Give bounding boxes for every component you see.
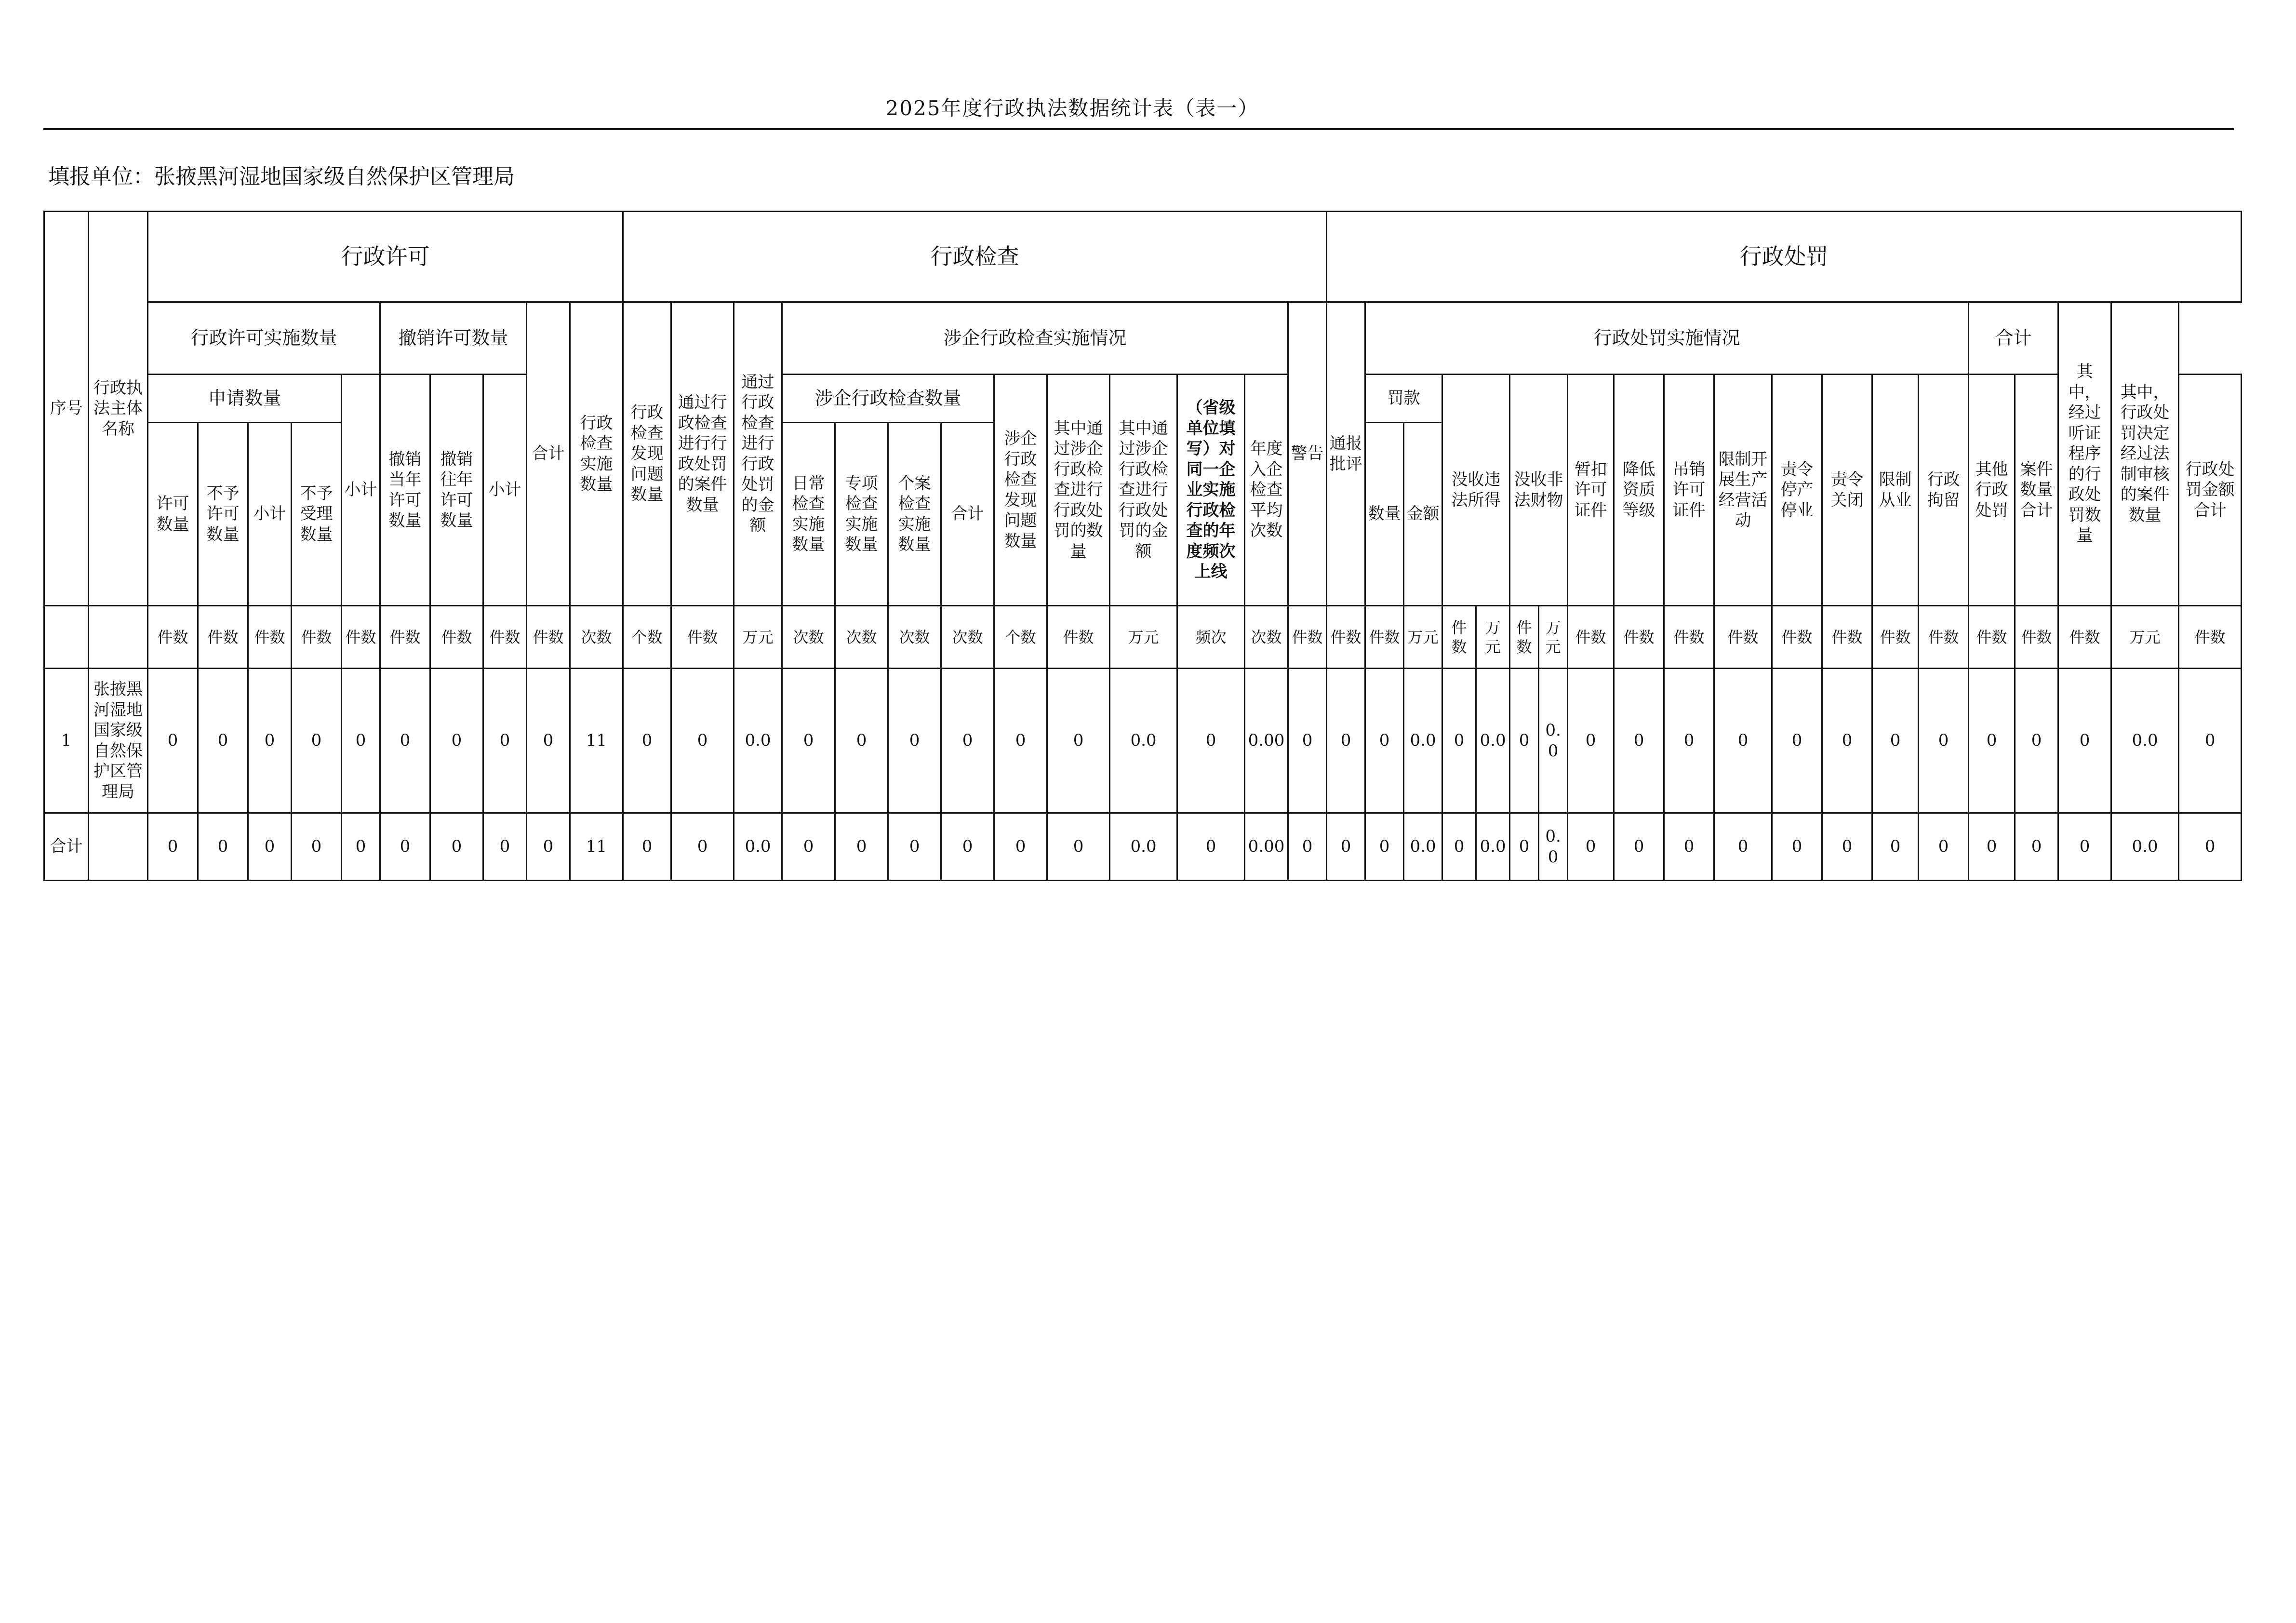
unit-spacer <box>44 606 89 669</box>
row-subject-name <box>89 813 148 881</box>
value-cell: 0 <box>2179 669 2242 813</box>
row-subject-name: 张掖黑河湿地国家级自然保护区管理局 <box>89 669 148 813</box>
value-cell: 0 <box>835 813 888 881</box>
unit-cell: 个数 <box>623 606 671 669</box>
value-cell: 0 <box>1047 813 1110 881</box>
value-cell: 0.0 <box>734 669 782 813</box>
value-cell: 0 <box>1568 813 1614 881</box>
value-cell: 0 <box>1872 813 1919 881</box>
value-cell: 0 <box>2179 813 2242 881</box>
value-cell: 0 <box>1177 813 1245 881</box>
header-apply-count: 申请数量 <box>148 375 342 423</box>
unit-cell: 万元 <box>2111 606 2179 669</box>
unit-cell: 件数 <box>430 606 483 669</box>
header-notice-criticism: 通报批评 <box>1327 302 1365 606</box>
header-permit-count: 许可数量 <box>148 423 198 606</box>
subgroup-penalty-impl: 行政处罚实施情况 <box>1365 302 1969 375</box>
header-ent-issues: 涉企行政检查发现问题数量 <box>994 375 1047 606</box>
value-cell: 0.0 <box>2111 813 2179 881</box>
table-row <box>44 669 2242 813</box>
unit-cell: 万元 <box>1476 606 1510 669</box>
value-cell: 0 <box>941 669 994 813</box>
unit-cell: 件数 <box>1568 606 1614 669</box>
value-cell: 0 <box>342 669 380 813</box>
value-cell: 0 <box>483 669 527 813</box>
reporting-unit-name: 张掖黑河湿地国家级自然保护区管理局 <box>154 164 515 189</box>
value-cell: 0 <box>148 813 198 881</box>
header-ent-insp-count: 涉企行政检查数量 <box>782 375 994 423</box>
value-cell: 0 <box>342 813 380 881</box>
unit-cell: 件数 <box>1442 606 1476 669</box>
header-confiscate-income: 没收违法所得 <box>1442 375 1510 606</box>
header-fine-amount: 金额 <box>1404 423 1442 606</box>
value-cell: 0 <box>782 813 835 881</box>
unit-cell: 件数 <box>1822 606 1872 669</box>
value-cell: 0 <box>1969 813 2015 881</box>
unit-cell: 件数 <box>1614 606 1664 669</box>
value-cell: 0 <box>430 813 483 881</box>
header-permit-total: 合计 <box>527 302 570 606</box>
value-cell: 0 <box>1177 669 1245 813</box>
value-cell: 0 <box>623 669 671 813</box>
header-revoke-past-years: 撤销往年许可数量 <box>430 375 483 606</box>
value-cell: 0 <box>1772 813 1822 881</box>
value-cell: 11 <box>570 669 623 813</box>
header-fine-count: 数量 <box>1365 423 1404 606</box>
header-avg-visits: 年度入企检查平均次数 <box>1245 375 1288 606</box>
value-cell: 0.00 <box>1245 813 1288 881</box>
value-cell: 0 <box>380 813 430 881</box>
unit-cell: 件数 <box>1969 606 2015 669</box>
header-case-total: 案件数量合计 <box>2015 375 2058 606</box>
value-cell: 0.0 <box>1110 669 1177 813</box>
header-insp-issues: 行政检查发现问题数量 <box>623 302 671 606</box>
unit-cell: 次数 <box>1245 606 1288 669</box>
unit-cell: 件数 <box>1365 606 1404 669</box>
value-cell: 0 <box>292 813 342 881</box>
subgroup-permit-revoke: 撤销许可数量 <box>380 302 527 375</box>
value-cell: 0 <box>198 669 248 813</box>
header-hearing: 其中，经过听证程序的行政处罚数量 <box>2058 302 2111 606</box>
unit-cell: 件数 <box>671 606 734 669</box>
value-cell: 0 <box>527 813 570 881</box>
table-total-row <box>44 813 2242 881</box>
header-ent-penalty-cases: 其中通过涉企行政检查进行行政处罚的数量 <box>1047 375 1110 606</box>
value-cell: 0 <box>1442 669 1476 813</box>
unit-cell: 件数 <box>1919 606 1969 669</box>
unit-cell: 件数 <box>342 606 380 669</box>
unit-cell: 万元 <box>734 606 782 669</box>
statistics-table <box>43 211 2242 881</box>
value-cell: 0 <box>1919 669 1969 813</box>
value-cell: 0.0 <box>1110 813 1177 881</box>
value-cell: 0 <box>888 813 941 881</box>
unit-cell: 件数 <box>1772 606 1822 669</box>
value-cell: 0 <box>1327 669 1365 813</box>
unit-cell: 件数 <box>1047 606 1110 669</box>
header-subject: 行政执法主体名称 <box>89 212 148 606</box>
unit-cell: 件数 <box>292 606 342 669</box>
page-title: 2025年度行政执法数据统计表（表一） <box>885 96 1259 120</box>
value-cell: 0 <box>380 669 430 813</box>
value-cell: 0.0 <box>1476 813 1510 881</box>
value-cell: 0 <box>292 669 342 813</box>
unit-cell: 万元 <box>1110 606 1177 669</box>
reporting-unit-label: 填报单位： <box>48 164 154 189</box>
value-cell: 0 <box>430 669 483 813</box>
value-cell: 0 <box>671 669 734 813</box>
value-cell: 0 <box>941 813 994 881</box>
unit-cell: 件数 <box>2179 606 2242 669</box>
value-cell: 0.0 <box>734 813 782 881</box>
header-insp-cases: 通过行政检查进行行政处罚的案件数量 <box>671 302 734 606</box>
value-cell: 0 <box>1288 813 1327 881</box>
unit-cell: 件数 <box>527 606 570 669</box>
value-cell: 0 <box>2015 813 2058 881</box>
value-cell: 0 <box>1568 669 1614 813</box>
value-cell: 0 <box>1714 669 1772 813</box>
value-cell: 0 <box>1772 669 1822 813</box>
value-cell: 0 <box>1664 813 1714 881</box>
value-cell: 0 <box>1822 813 1872 881</box>
value-cell: 0 <box>782 669 835 813</box>
header-seq: 序号 <box>44 212 89 606</box>
value-cell: 0 <box>483 813 527 881</box>
value-cell: 0.0 <box>1476 669 1510 813</box>
value-cell: 0 <box>198 813 248 881</box>
header-amount-total: 行政处罚金额合计 <box>2179 375 2242 606</box>
value-cell: 0 <box>1365 813 1404 881</box>
value-cell: 0.0 <box>1404 813 1442 881</box>
unit-cell: 件数 <box>1288 606 1327 669</box>
unit-cell: 次数 <box>941 606 994 669</box>
unit-cell: 件数 <box>1510 606 1539 669</box>
row-seq: 1 <box>44 669 89 813</box>
unit-cell: 万元 <box>1404 606 1442 669</box>
header-special-insp: 专项检查实施数量 <box>835 423 888 606</box>
unit-cell: 件数 <box>1872 606 1919 669</box>
value-cell: 0 <box>671 813 734 881</box>
unit-cell: 频次 <box>1177 606 1245 669</box>
value-cell: 0.0 <box>1539 669 1568 813</box>
unit-cell: 次数 <box>782 606 835 669</box>
value-cell: 0 <box>1919 813 1969 881</box>
value-cell: 0 <box>1614 669 1664 813</box>
unit-cell: 次数 <box>835 606 888 669</box>
unit-cell: 件数 <box>1327 606 1365 669</box>
value-cell: 0 <box>1714 813 1772 881</box>
unit-cell: 件数 <box>148 606 198 669</box>
header-limit-practice: 限制从业 <box>1872 375 1919 606</box>
unit-cell: 次数 <box>888 606 941 669</box>
value-cell: 0 <box>1822 669 1872 813</box>
title-divider <box>43 128 2234 130</box>
group-permit: 行政许可 <box>148 212 623 302</box>
value-cell: 11 <box>570 813 623 881</box>
value-cell: 0 <box>2058 669 2111 813</box>
unit-cell: 万元 <box>1539 606 1568 669</box>
header-single-case-insp: 个案检查实施数量 <box>888 423 941 606</box>
value-cell: 0 <box>835 669 888 813</box>
unit-cell: 件数 <box>2058 606 2111 669</box>
unit-row <box>44 606 2242 669</box>
value-cell: 0 <box>2015 669 2058 813</box>
value-cell: 0.0 <box>2111 669 2179 813</box>
header-daily-insp: 日常检查实施数量 <box>782 423 835 606</box>
value-cell: 0 <box>888 669 941 813</box>
header-revoke-license: 吊销许可证件 <box>1664 375 1714 606</box>
group-penalty: 行政处罚 <box>1327 212 2242 302</box>
value-cell: 0 <box>248 669 292 813</box>
reporting-unit <box>48 159 515 190</box>
unit-cell: 次数 <box>570 606 623 669</box>
header-insp-count: 行政检查实施数量 <box>570 302 623 606</box>
subgroup-permit-impl: 行政许可实施数量 <box>148 302 380 375</box>
unit-cell: 个数 <box>994 606 1047 669</box>
header-subtotal-a: 小计 <box>248 423 292 606</box>
value-cell: 0 <box>1365 669 1404 813</box>
header-close: 责令关闭 <box>1822 375 1872 606</box>
unit-cell: 件数 <box>483 606 527 669</box>
value-cell: 0.00 <box>1245 669 1288 813</box>
value-cell: 0 <box>1664 669 1714 813</box>
unit-cell: 件数 <box>248 606 292 669</box>
value-cell: 0 <box>1510 669 1539 813</box>
header-subtotal-b: 小计 <box>342 375 380 606</box>
value-cell: 0 <box>148 669 198 813</box>
group-inspection: 行政检查 <box>623 212 1327 302</box>
value-cell: 0 <box>248 813 292 881</box>
row-seq: 合计 <box>44 813 89 881</box>
header-not-permit: 不予许可数量 <box>198 423 248 606</box>
header-subtotal-c: 小计 <box>483 375 527 606</box>
subgroup-enterprise-inspection: 涉企行政检查实施情况 <box>782 302 1288 375</box>
unit-cell: 件数 <box>2015 606 2058 669</box>
header-ent-penalty-amount: 其中通过涉企行政检查进行行政处罚的金额 <box>1110 375 1177 606</box>
value-cell: 0 <box>1614 813 1664 881</box>
header-ent-total: 合计 <box>941 423 994 606</box>
value-cell: 0.0 <box>1404 669 1442 813</box>
header-provincial-frequency: （省级单位填写）对同一企业实施行政检查的年度频次上线 <box>1177 375 1245 606</box>
value-cell: 0.0 <box>1539 813 1568 881</box>
unit-spacer <box>89 606 148 669</box>
header-limit-production: 限制开展生产经营活动 <box>1714 375 1772 606</box>
header-other-penalty: 其他行政处罚 <box>1969 375 2015 606</box>
header-fine: 罚款 <box>1365 375 1442 423</box>
value-cell: 0 <box>1442 813 1476 881</box>
header-lower-qualification: 降低资质等级 <box>1614 375 1664 606</box>
unit-cell: 件数 <box>1664 606 1714 669</box>
value-cell: 0 <box>527 669 570 813</box>
value-cell: 0 <box>994 669 1047 813</box>
header-confiscate-property: 没收非法财物 <box>1510 375 1568 606</box>
value-cell: 0 <box>1969 669 2015 813</box>
value-cell: 0 <box>1510 813 1539 881</box>
unit-cell: 件数 <box>380 606 430 669</box>
header-legal-review: 其中，行政处罚决定经过法制审核的案件数量 <box>2111 302 2179 606</box>
header-detention: 行政拘留 <box>1919 375 1969 606</box>
subgroup-penalty-total: 合计 <box>1969 302 2058 375</box>
header-revoke-this-year: 撤销当年许可数量 <box>380 375 430 606</box>
header-warning: 警告 <box>1288 302 1327 606</box>
unit-cell: 件数 <box>1714 606 1772 669</box>
value-cell: 0 <box>1872 669 1919 813</box>
value-cell: 0 <box>1327 813 1365 881</box>
value-cell: 0 <box>994 813 1047 881</box>
value-cell: 0 <box>623 813 671 881</box>
value-cell: 0 <box>1047 669 1110 813</box>
header-suspend-business: 责令停产停业 <box>1772 375 1822 606</box>
unit-cell: 件数 <box>198 606 248 669</box>
header-insp-amount: 通过行政检查进行行政处罚的金额 <box>734 302 782 606</box>
header-not-accept: 不予受理数量 <box>292 423 342 606</box>
header-suspend-license: 暂扣许可证件 <box>1568 375 1614 606</box>
value-cell: 0 <box>2058 813 2111 881</box>
value-cell: 0 <box>1288 669 1327 813</box>
